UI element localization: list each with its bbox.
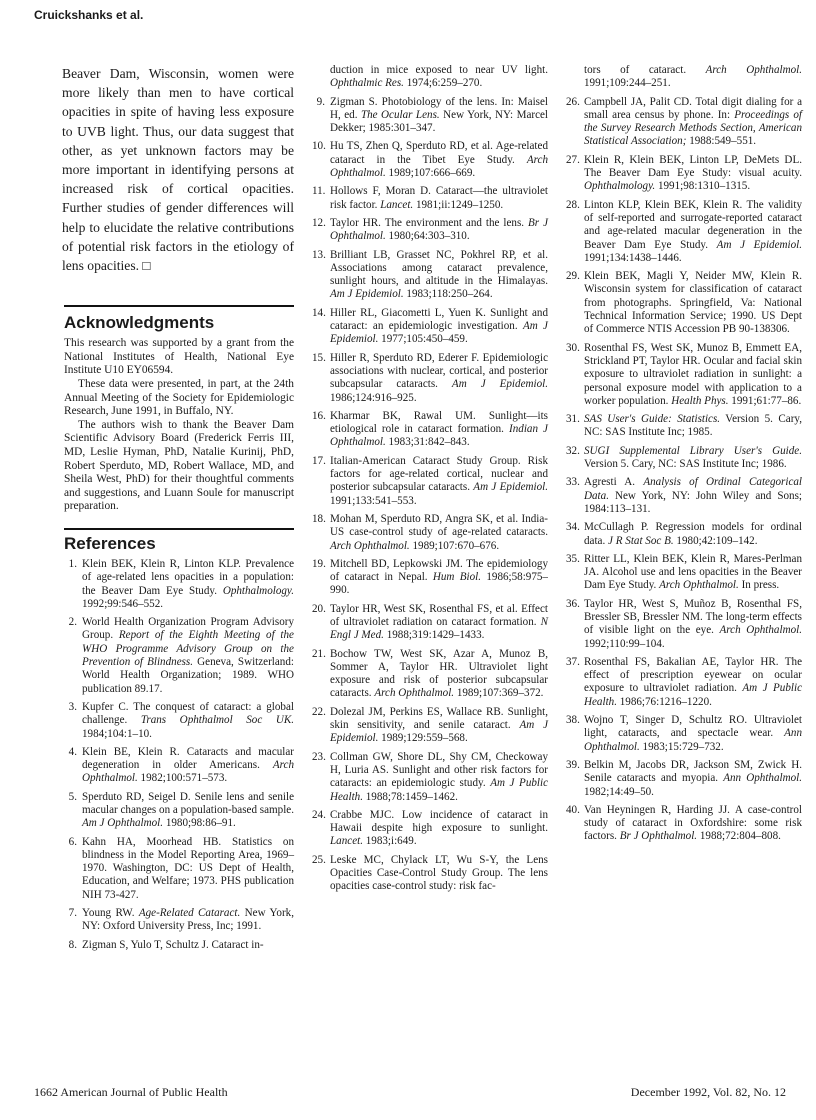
- reference-source: SAS User's Guide: Statistics.: [584, 413, 721, 426]
- reference-item: [566, 413, 802, 440]
- reference-item: [64, 939, 294, 952]
- reference-citation: 1982;14:49–50.: [584, 785, 654, 798]
- reference-citation: 1981;ii:1249–1250.: [413, 198, 504, 211]
- reference-item: [312, 217, 548, 244]
- reference-item: [64, 791, 294, 831]
- reference-text: Hiller R, Sperduto RD, Ederer F. Epidemiologic associations with nuclear, cortical, and posterior subcapsular cataracts.: [330, 351, 548, 391]
- reference-text: Taylor HR. The environment and the lens.: [330, 216, 529, 229]
- reference-number: 28.: [566, 198, 580, 211]
- reference-text: Hiller RL, Giacometti L, Yuen K. Sunlight and cataract: an epidemiologic investigation.: [330, 306, 548, 333]
- reference-source: Ophthalmic Res.: [330, 77, 404, 90]
- reference-item: [566, 96, 802, 149]
- reference-item: [566, 342, 802, 408]
- reference-number: 34.: [566, 521, 580, 534]
- reference-source: Age-Related Cataract.: [138, 907, 241, 920]
- reference-text: Bochow TW, West SK, Azar A, Munoz B, Sommer A, Taylor HR. Ultraviolet light exposure and risk of posterior subcapsular cataracts.: [330, 647, 548, 700]
- reference-source: Arch Ophthalmol.: [719, 624, 802, 637]
- reference-source: Br J Ophthalmol.: [330, 216, 548, 243]
- reference-citation: In press.: [738, 579, 780, 592]
- reference-item: [566, 598, 802, 651]
- reference-number: 2.: [68, 616, 77, 629]
- reference-source: Am J Ophthalmol.: [82, 817, 164, 830]
- reference-item: [566, 476, 802, 516]
- reference-citation: 1989;107:666–669.: [385, 167, 476, 180]
- reference-citation: 1980;98:86–91.: [163, 817, 236, 830]
- reference-citation: 1974;6:259–270.: [403, 77, 483, 90]
- reference-number: 26.: [566, 95, 580, 108]
- reference-text: Zigman S, Yulo T, Schultz J. Cataract in-: [82, 938, 264, 951]
- reference-source: Arch Ophthalmol.: [330, 539, 410, 552]
- reference-item: [566, 759, 802, 799]
- reference-citation: Version 5. Cary, NC: SAS Institute Inc; 1986.: [584, 458, 787, 471]
- reference-item: [312, 185, 548, 212]
- reference-item: [566, 656, 802, 709]
- reference-item: [312, 64, 548, 91]
- reference-text: Mohan M, Sperduto RD, Angra SK, et al. India-US case-control study of age-related cataracts.: [330, 512, 548, 539]
- reference-number: 25.: [312, 853, 326, 866]
- reference-source: Lancet.: [330, 835, 363, 848]
- reference-number: 35.: [566, 552, 580, 565]
- reference-item: [566, 199, 802, 265]
- reference-number: 12.: [312, 216, 326, 229]
- reference-text: Zigman S. Photobiology of the lens. In: Maisel H, ed.: [330, 95, 548, 121]
- reference-item: [64, 558, 294, 611]
- footer-issue: December 1992, Vol. 82, No. 12: [630, 1085, 786, 1099]
- acknowledgments-heading: Acknowledgments: [64, 313, 215, 333]
- reference-item: [566, 553, 802, 593]
- reference-text: Klein BEK, Magli Y, Neider MW, Klein R. Wisconsin system for classification of cataract from photographs. Springfield, Va: National Technical Information Service; 1990. US Dept of Commerce NTIS Accession PB 90-138306.: [584, 270, 802, 336]
- reference-citation: 1991;98:1310–1315.: [655, 180, 751, 193]
- reference-source: N Engl J Med.: [330, 615, 548, 642]
- reference-citation: 1991;134:1438–1446.: [584, 251, 682, 264]
- reference-citation: 1983;15:729–732.: [639, 740, 724, 753]
- reference-text: McCullagh P. Regression models for ordinal data.: [584, 521, 802, 547]
- reference-number: 13.: [312, 248, 326, 261]
- footer-journal: 1662 American Journal of Public Health: [34, 1085, 228, 1099]
- reference-text: Klein R, Klein BEK, Linton LP, DeMets DL. The Beaver Dam Eye Study: visual acuity.: [584, 153, 802, 180]
- reference-text: Rosenthal FS, Bakalian AE, Taylor HR. The effect of prescription eyewear on ocular exposure to ultraviolet radiation.: [584, 655, 802, 695]
- reference-item: [566, 521, 802, 548]
- reference-citation: 1983;31:842–843.: [385, 436, 470, 449]
- conclusion-paragraph: Beaver Dam, Wisconsin, women were more likely than men to have cortical opacities in spite of having less exposure to UVB light. Thus, our data suggest that other, as yet unknown factors may be more important in identifying persons at increased risk of cortical opacities. Further studies of gender differences will help to elucidate the relative contributions of potential risk factors in the etiology of lens opacities. □: [62, 66, 294, 274]
- reference-text: Taylor HR, West S, Muñoz B, Rosenthal FS, Bressler SB, Bressler NM. The long-term effects of visible light on the eye.: [584, 597, 802, 637]
- reference-citation: 1988;78:1459–1462.: [362, 790, 458, 803]
- reference-item: [64, 616, 294, 696]
- section-divider: [64, 528, 294, 530]
- reference-source: J R Stat Soc B.: [608, 534, 674, 547]
- reference-source: Am J Epidemiol.: [330, 288, 404, 301]
- reference-number: 15.: [312, 351, 326, 364]
- reference-citation: 1986;58:975–990.: [330, 571, 548, 597]
- acknowledgment-paragraph: The authors wish to thank the Beaver Dam Scientific Advisory Board (Frederick Ferris III, MD, Leslie Hyman, PhD, Natalie Kurinij, PhD, Robert Sperduto, MD, Robert Wallace, MD, and Sheila West, PhD) for their thoughtful comments and suggestions, and Luann Soule for manuscript preparation.: [64, 418, 294, 513]
- reference-text: duction in mice exposed to near UV light.: [330, 64, 548, 76]
- reference-citation: 1977;105:450–459.: [378, 333, 468, 346]
- reference-item: [64, 746, 294, 786]
- reference-text: Italian-American Cataract Study Group. Risk factors for age-related cortical, nuclear and posterior subcapsular cataracts.: [330, 454, 548, 494]
- reference-citation: 1986;76:1216–1220.: [616, 695, 712, 708]
- reference-item: [566, 804, 802, 844]
- reference-text: Young RW.: [82, 907, 139, 920]
- reference-number: 6.: [68, 835, 77, 848]
- column-1: [64, 64, 294, 957]
- reference-text: Taylor HR, West SK, Rosenthal FS, et al. Effect of ultraviolet radiation on cataract formation.: [330, 602, 548, 628]
- reference-source: Ophthalmology.: [222, 584, 294, 597]
- reference-source: Am J Public Health.: [330, 777, 548, 803]
- reference-source: Arch Ophthalmol.: [330, 153, 548, 180]
- reference-source: Am J Epidemiol.: [330, 320, 548, 346]
- reference-number: 3.: [68, 700, 77, 713]
- reference-number: 8.: [68, 938, 77, 951]
- reference-item: [566, 64, 802, 91]
- reference-number: 24.: [312, 808, 326, 821]
- reference-source: Am J Epidemiol.: [473, 481, 548, 494]
- reference-text: Kahn HA, Moorhead HB. Statistics on blindness in the Model Reporting Area, 1969–1970. Washington, DC: US Dept of Health, Education, and Welfare; 1973. PHS publication NIH 73-427.: [82, 835, 294, 901]
- reference-number: 39.: [566, 758, 580, 771]
- reference-source: Proceedings of the Survey Research Methods Section, American Statistical Association;: [584, 108, 802, 148]
- reference-item: [312, 513, 548, 553]
- reference-item: [312, 455, 548, 508]
- reference-item: [566, 270, 802, 336]
- reference-citation: Geneva, Switzerland: World Health Organization; 1989. WHO publication 89.17.: [82, 656, 294, 695]
- reference-text: Linton KLP, Klein BEK, Klein R. The validity of self-reported and surrogate-reported cataract and age-related macular degeneration in the Beaver Dam Eye Study.: [584, 198, 802, 251]
- reference-item: [566, 714, 802, 754]
- reference-list: [566, 64, 802, 844]
- reference-citation: 1980;64:303–310.: [385, 230, 470, 243]
- acknowledgment-paragraph: These data were presented, in part, at the 24th Annual Meeting of the Society for Epidemiologic Research, June 1991, in Buffalo, NY.: [64, 378, 294, 418]
- reference-text: Kupfer C. The conquest of cataract: a global challenge.: [82, 700, 294, 727]
- reference-text: Leske MC, Chylack LT, Wu S-Y, the Lens Opacities Case-Control Study Group. The lens opacities case-control study: risk fac-: [330, 853, 548, 893]
- reference-item: [312, 809, 548, 849]
- reference-text: Collman GW, Shore DL, Shy CM, Checkoway H, Luria AS. Sunlight and other risk factors for cataracts: an epidemiologic study.: [330, 750, 548, 790]
- reference-number: 23.: [312, 750, 326, 763]
- reference-number: 29.: [566, 270, 580, 283]
- reference-citation: New York, NY: Oxford University Press, Inc; 1991.: [82, 907, 294, 933]
- reference-source: Ann Ophthalmol.: [584, 727, 802, 753]
- running-head: Cruickshanks et al.: [34, 8, 144, 22]
- reference-number: 30.: [566, 341, 580, 354]
- section-divider: [64, 305, 294, 307]
- reference-text: Klein BE, Klein R. Cataracts and macular degeneration in older Americans.: [82, 745, 294, 772]
- reference-number: 19.: [312, 557, 326, 570]
- reference-source: Indian J Ophthalmol.: [330, 423, 548, 449]
- reference-citation: New York, NY: Marcel Dekker; 1985:301–347.: [330, 108, 548, 135]
- reference-item: [312, 352, 548, 405]
- reference-citation: 1986;124:916–925.: [330, 391, 417, 404]
- reference-source: Ophthalmology.: [584, 180, 656, 193]
- reference-citation: 1982;100:571–573.: [137, 772, 228, 785]
- reference-number: 37.: [566, 655, 580, 668]
- reference-item: [312, 648, 548, 701]
- references-heading: References: [64, 533, 156, 553]
- reference-text: Brilliant LB, Grasset NC, Pokhrel RP, et al. Associations among cataract prevalence, sunlight hours, and altitude in the Himalayas.: [330, 248, 548, 288]
- reference-source: The Ocular Lens.: [360, 108, 440, 121]
- reference-item: [312, 307, 548, 347]
- reference-number: 5.: [68, 790, 77, 803]
- reference-list: [312, 64, 548, 894]
- reference-text: Sperduto RD, Seigel D. Senile lens and senile macular changes on a population-based sample.: [82, 790, 294, 816]
- reference-number: 4.: [68, 745, 77, 758]
- reference-item: [312, 854, 548, 894]
- column-2: [312, 64, 548, 899]
- reference-source: Analysis of Ordinal Categorical Data.: [584, 476, 802, 502]
- reference-number: 20.: [312, 602, 326, 615]
- reference-citation: 1983;118:250–264.: [403, 288, 493, 301]
- reference-number: 11.: [312, 185, 326, 198]
- reference-number: 27.: [566, 153, 580, 166]
- reference-text: Dolezal JM, Perkins ES, Wallace RB. Sunlight, skin sensitivity, and senile cataract.: [330, 705, 548, 732]
- reference-item: [312, 249, 548, 302]
- reference-number: 10.: [312, 140, 326, 153]
- reference-citation: New York, NY: John Wiley and Sons; 1984:113–131.: [584, 489, 802, 515]
- reference-number: 9.: [316, 95, 325, 108]
- reference-citation: 1989;129:559–568.: [378, 732, 468, 745]
- reference-source: SUGI Supplemental Library User's Guide.: [584, 444, 802, 457]
- reference-number: 21.: [312, 647, 326, 660]
- reference-number: 38.: [566, 714, 580, 727]
- reference-source: Ann Ophthalmol.: [723, 772, 803, 785]
- reference-source: Arch Ophthalmol.: [705, 64, 802, 76]
- reference-citation: 1989;107:670–676.: [409, 539, 500, 552]
- reference-item: [312, 140, 548, 180]
- reference-item: [312, 706, 548, 746]
- reference-citation: 1983;i:649.: [362, 835, 417, 848]
- reference-citation: 1991;109:244–251.: [584, 77, 671, 90]
- column-3: [566, 64, 802, 849]
- reference-item: [312, 410, 548, 450]
- reference-citation: 1988:549–551.: [686, 135, 757, 148]
- reference-number: 18.: [312, 512, 326, 525]
- reference-number: 14.: [312, 306, 326, 319]
- reference-item: [312, 96, 548, 136]
- reference-number: 31.: [566, 413, 580, 426]
- reference-text: Campbell JA, Palit CD. Total digit dialing for a small area census by phone. In:: [584, 95, 802, 121]
- reference-item: [64, 701, 294, 741]
- reference-citation: 1991;133:541–553.: [330, 494, 417, 507]
- reference-text: tors of cataract.: [584, 64, 706, 76]
- reference-text: Hollows F, Moran D. Cataract—the ultraviolet risk factor.: [330, 185, 548, 211]
- reference-citation: 1991;61:77–86.: [728, 394, 802, 407]
- reference-source: Br J Ophthalmol.: [619, 830, 698, 843]
- reference-citation: 1988;72:804–808.: [697, 830, 781, 843]
- reference-citation: 1984;104:1–10.: [82, 727, 152, 740]
- reference-source: Lancet.: [380, 198, 414, 211]
- reference-source: Trans Ophthalmol Soc UK.: [140, 714, 294, 727]
- reference-source: Hum Biol.: [432, 571, 482, 584]
- acknowledgment-paragraph: This research was supported by a grant from the National Institutes of Health, National Eye Institute U10 EY06594.: [64, 337, 294, 377]
- reference-source: Am J Epidemiol.: [330, 719, 548, 745]
- reference-citation: 1988;319:1429–1433.: [383, 629, 485, 642]
- reference-text: Klein BEK, Klein R, Linton KLP. Prevalence of age-related lens opacities in a population: the Beaver Dam Eye Study.: [82, 557, 294, 597]
- reference-text: Kharmar BK, Rawal UM. Sunlight—its etiological role in cataract formation.: [330, 409, 548, 436]
- reference-text: Agresti A.: [584, 476, 644, 489]
- reference-text: Van Heyningen R, Harding JJ. A case-control study of cataract in Oxfordshire: some risk factors.: [584, 803, 802, 843]
- reference-source: Report of the Eighth Meeting of the WHO Programme Advisory Group on the Prevention of Blindness.: [82, 629, 294, 669]
- reference-number: 22.: [312, 705, 326, 718]
- reference-text: Hu TS, Zhen Q, Sperduto RD, et al. Age-related cataract in the Tibet Eye Study.: [330, 140, 548, 166]
- reference-number: 16.: [312, 409, 326, 422]
- reference-source: Arch Ophthalmol.: [374, 687, 455, 700]
- reference-source: Arch Ophthalmol.: [659, 579, 739, 592]
- reference-source: Am J Epidemiol.: [716, 238, 803, 251]
- reference-source: Health Phys.: [671, 394, 729, 407]
- reference-number: 36.: [566, 597, 580, 610]
- reference-number: 17.: [312, 454, 326, 467]
- reference-item: [566, 445, 802, 472]
- reference-citation: Version 5. Cary, NC: SAS Institute Inc; 1985.: [584, 413, 803, 439]
- reference-source: Am J Public Health.: [584, 682, 802, 708]
- reference-source: Arch Ophthalmol.: [82, 759, 294, 785]
- reference-citation: 1992;99:546–552.: [82, 597, 164, 610]
- reference-item: [312, 751, 548, 804]
- reference-text: Belkin M, Jacobs DR, Jackson SM, Zwick H. Senile cataracts and myopia.: [584, 758, 802, 785]
- reference-source: Am J Epidemiol.: [451, 378, 548, 391]
- reference-text: Mitchell BD, Lepkowski JM. The epidemiology of cataract in Nepal.: [330, 557, 548, 584]
- reference-citation: 1989;107:369–372.: [454, 687, 544, 700]
- reference-item: [64, 907, 294, 934]
- reference-text: World Health Organization Program Advisory Group.: [82, 616, 294, 642]
- reference-list: [64, 558, 294, 952]
- reference-citation: 1992;110:99–104.: [584, 637, 665, 650]
- reference-item: [312, 558, 548, 598]
- reference-item: [312, 603, 548, 643]
- reference-text: Crabbe MJC. Low incidence of cataract in Hawaii despite high exposure to sunlight.: [330, 808, 548, 835]
- reference-number: 40.: [566, 803, 580, 816]
- reference-text: Wojno T, Singer D, Schultz RO. Ultraviolet light, cataracts, and spectacle wear.: [584, 714, 802, 740]
- reference-number: 1.: [68, 557, 77, 570]
- reference-number: 33.: [566, 476, 580, 489]
- reference-number: 7.: [68, 907, 77, 920]
- reference-item: [566, 154, 802, 194]
- reference-citation: 1980;42:109–142.: [673, 534, 758, 547]
- reference-text: Rosenthal FS, West SK, Munoz B, Emmett EA, Strickland PT, Taylor HR. Ocular and facial skin exposure to ultraviolet radiation in sunlight: a personal exposure model with application to a worker population.: [584, 341, 802, 407]
- reference-item: [64, 836, 294, 902]
- reference-number: 32.: [566, 444, 580, 457]
- reference-text: Ritter LL, Klein BEK, Klein R, Mares-Perlman JA. Alcohol use and lens opacities in the Beaver Dam Eye Study.: [584, 552, 802, 592]
